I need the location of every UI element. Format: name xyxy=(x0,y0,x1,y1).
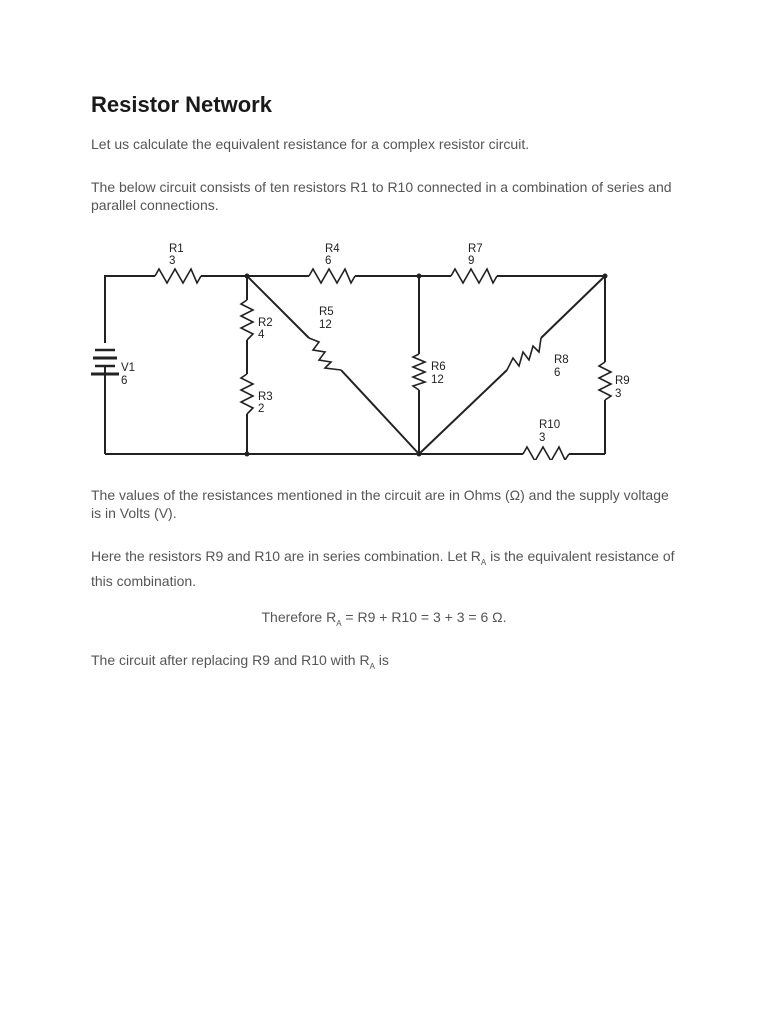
resistor-r1 xyxy=(155,243,201,283)
intro-paragraph: Let us calculate the equivalent resistance for a complex resistor circuit. xyxy=(91,136,530,152)
resistor-circuit-diagram xyxy=(91,238,631,460)
r4-label: R4 xyxy=(325,243,340,255)
r7-value: 9 xyxy=(468,255,475,267)
units-paragraph: The values of the resistances mentioned in the circuit are in Ohms (Ω) and the supply voltage is in Volts (V). xyxy=(91,487,669,521)
resistor-r4 xyxy=(309,243,355,283)
replacement-text-2: is xyxy=(374,652,389,668)
r8-label: R8 xyxy=(554,354,569,366)
page-title: Resistor Network xyxy=(91,92,272,117)
r1-label: R1 xyxy=(169,243,184,255)
battery-v1 xyxy=(91,350,135,387)
r5-label: R5 xyxy=(319,306,334,318)
v1-label: V1 xyxy=(121,362,136,374)
resistor-r9 xyxy=(599,362,630,400)
r10-value: 3 xyxy=(539,432,546,444)
resistor-r6 xyxy=(413,354,446,390)
circuit-wires xyxy=(105,276,605,454)
r9-value: 3 xyxy=(615,388,622,400)
r2-value: 4 xyxy=(258,329,265,341)
replacement-text-1: The circuit after replacing R9 and R10 with R xyxy=(91,652,370,668)
r2-label: R2 xyxy=(258,317,273,329)
resistor-r10 xyxy=(523,419,569,460)
equation xyxy=(91,608,677,633)
equation-text-1: Therefore R xyxy=(261,609,337,625)
resistor-r7 xyxy=(451,243,497,283)
series-note-paragraph xyxy=(91,547,681,590)
replacement-subscript: A xyxy=(369,661,375,671)
resistor-r3 xyxy=(241,374,273,415)
r9-label: R9 xyxy=(615,375,630,387)
r7-label: R7 xyxy=(468,243,483,255)
r1-value: 3 xyxy=(169,255,176,267)
equation-subscript: A xyxy=(336,618,342,628)
series-note-text-1: Here the resistors R9 and R10 are in series combination. Let R xyxy=(91,548,481,564)
series-note-subscript: A xyxy=(480,557,487,567)
replacement-paragraph xyxy=(91,651,681,676)
resistor-r5 xyxy=(309,306,341,370)
r6-value: 12 xyxy=(431,374,444,386)
r4-value: 6 xyxy=(325,255,332,267)
v1-value: 6 xyxy=(121,375,128,387)
resistor-r2 xyxy=(241,300,273,341)
description-paragraph: The below circuit consists of ten resistors R1 to R10 connected in a combination of series and parallel connections. xyxy=(91,179,672,213)
r10-label: R10 xyxy=(539,419,561,431)
r5-value: 12 xyxy=(319,319,332,331)
resistor-r8 xyxy=(507,338,569,379)
r3-label: R3 xyxy=(258,391,273,403)
r3-value: 2 xyxy=(258,403,265,415)
equation-text-2: = R9 + R10 = 3 + 3 = 6 Ω. xyxy=(341,609,507,625)
r8-value: 6 xyxy=(554,367,561,379)
series-note-text-2: is the equivalent resistance of this combination. xyxy=(91,548,675,589)
r6-label: R6 xyxy=(431,361,446,373)
